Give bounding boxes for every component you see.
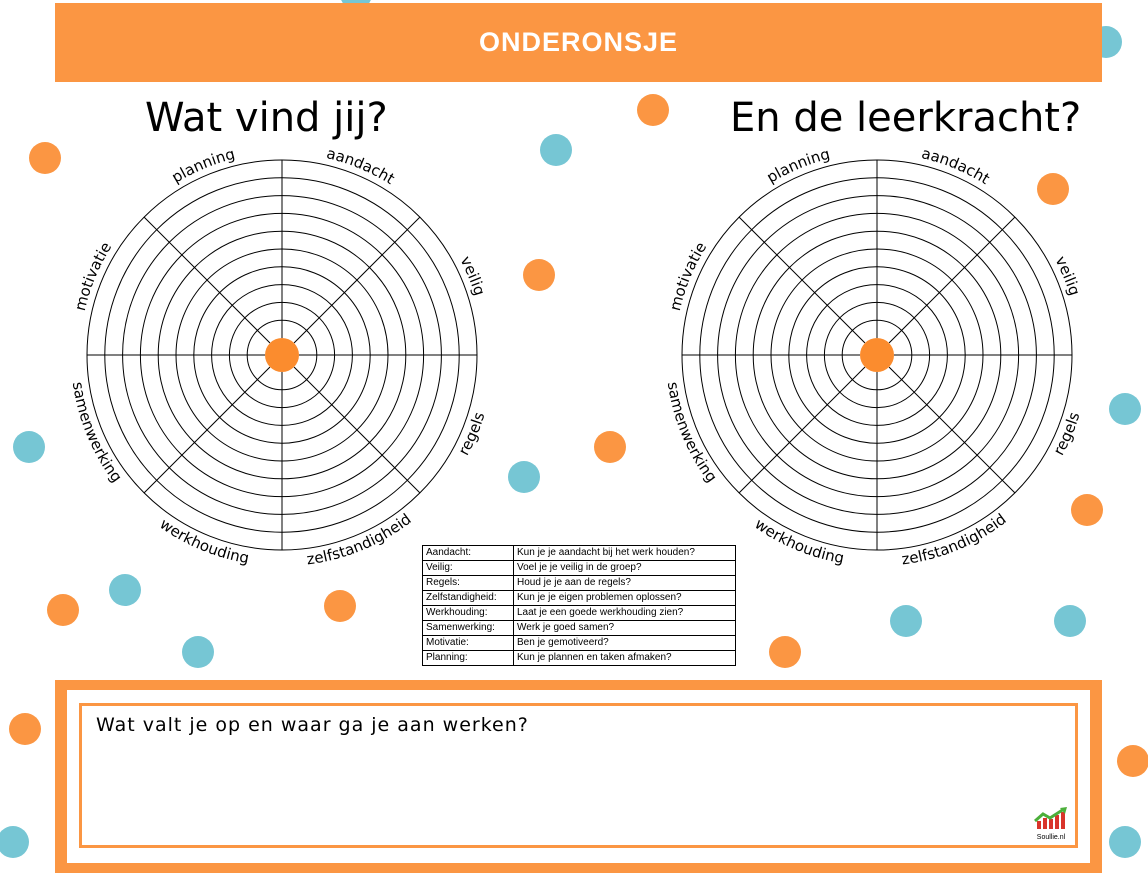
decor-dot [594,431,626,463]
segment-label-aandacht: aandacht [324,144,398,188]
decor-dot [9,713,41,745]
segment-label-aandacht: aandacht [919,144,993,188]
wheel-spoke [144,367,270,493]
segment-label-veilig: veilig [1051,253,1084,298]
legend-question: Houd je je aan de regels? [514,576,736,591]
wheel-center [860,338,894,372]
decor-dot [540,134,572,166]
segment-label-zelfstandigheid: zelfstandigheid [305,509,415,569]
right-wheel-heading: En de leerkracht? [730,95,1082,141]
reflection-prompt: Wat valt je op en waar ga je aan werken? [96,714,529,736]
growth-chart-icon [1034,807,1068,829]
wheel-spoke [889,217,1015,343]
segment-label-planning: planning [168,144,237,187]
legend-question: Kun je je eigen problemen oplossen? [514,591,736,606]
legend-row [423,636,736,651]
wheel-spoke [294,217,420,343]
legend-question: Kun je plannen en taken afmaken? [514,651,736,666]
segment-label-werkhouding: werkhouding [751,514,846,568]
teacher-rating-wheel[interactable] [652,130,1102,580]
segment-label-regels: regels [1049,409,1084,459]
decor-dot [769,636,801,668]
decor-dot [182,636,214,668]
reflection-box[interactable] [79,703,1078,848]
logo-label: Soullie.nl [1036,834,1066,841]
legend-key: Regels: [423,576,514,591]
decor-dot [523,259,555,291]
wheel-center [265,338,299,372]
decor-dot [13,431,45,463]
segment-label-zelfstandigheid: zelfstandigheid [900,509,1010,569]
segment-label-werkhouding: werkhouding [156,514,251,568]
decor-dot [890,605,922,637]
decor-dot [1109,826,1141,858]
legend-row [423,561,736,576]
legend-row [423,576,736,591]
decor-dot [508,461,540,493]
legend-key: Aandacht: [423,546,514,561]
legend-key: Samenwerking: [423,621,514,636]
legend-row [423,651,736,666]
legend-key: Planning: [423,651,514,666]
decor-dot [0,826,29,858]
page-title: ONDERONSJE [478,27,679,57]
legend-row [423,606,736,621]
legend-question: Werk je goed samen? [514,621,736,636]
reflection-band [67,690,1090,863]
decor-dot [1117,745,1148,777]
legend-key: Veilig: [423,561,514,576]
title-banner [55,3,1102,82]
legend-key: Motivatie: [423,636,514,651]
wheel-spoke [739,217,865,343]
legend-question: Laat je een goede werkhouding zien? [514,606,736,621]
wheel-spoke [144,217,270,343]
segment-label-samenwerking: samenwerking [68,380,126,486]
legend-table [422,545,736,666]
wheel-spoke [739,367,865,493]
legend-key: Zelfstandigheid: [423,591,514,606]
decor-dot [324,590,356,622]
wheel-spoke [294,367,420,493]
soullie-logo [1033,807,1069,841]
legend-row [423,546,736,561]
wheel-spoke [889,367,1015,493]
left-wheel-heading: Wat vind jij? [145,95,388,141]
decor-dot [47,594,79,626]
legend-question: Voel je je veilig in de groep? [514,561,736,576]
segment-label-motivatie: motivatie [666,238,711,313]
decor-dot [1054,605,1086,637]
legend-question: Kun je je aandacht bij het werk houden? [514,546,736,561]
reflection-frame [55,680,1102,873]
segment-label-motivatie: motivatie [71,238,116,313]
legend-key: Werkhouding: [423,606,514,621]
legend-row [423,621,736,636]
segment-label-regels: regels [454,409,489,459]
legend-question: Ben je gemotiveerd? [514,636,736,651]
decor-dot [1109,393,1141,425]
legend-row [423,591,736,606]
segment-label-planning: planning [763,144,832,187]
student-rating-wheel[interactable] [57,130,507,580]
segment-label-veilig: veilig [456,253,489,298]
segment-label-samenwerking: samenwerking [663,380,721,486]
decor-dot [637,94,669,126]
